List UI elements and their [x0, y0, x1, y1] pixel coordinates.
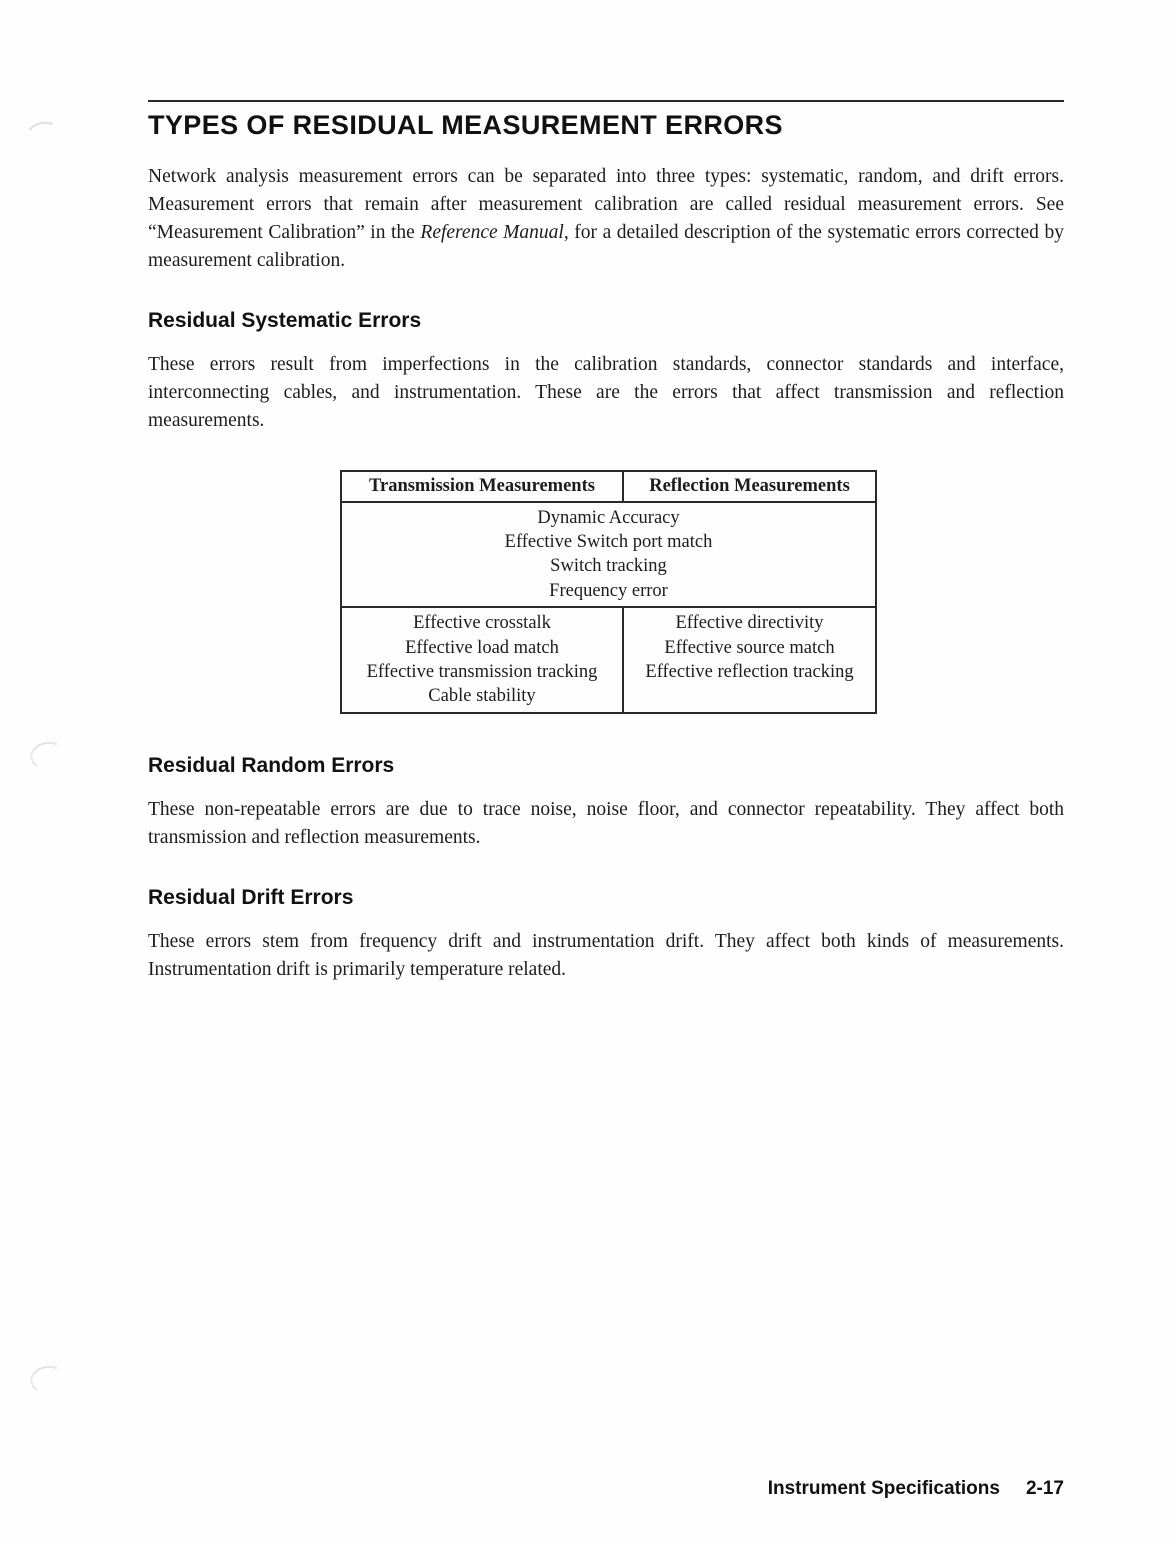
intro-text-1: Network analysis measurement errors can be separated into three types: systematic, random, and drift errors. Measurement errors that remain after measurement calibration are called residual measurement errors. See “Measurement Calibration” in the [148, 166, 1064, 244]
drift-paragraph: These errors stem from frequency drift and instrumentation drift. They affect both kinds of measurements. Instrumentation drift is primarily temperature related. [148, 930, 1064, 981]
reference-manual-italic: Reference Manual [420, 222, 564, 244]
random-paragraph: These non-repeatable errors are due to trace noise, noise floor, and connector repeatability. They affect both transmission and reflection measurements. [148, 798, 1064, 848]
table-line: Effective Switch port match [504, 531, 713, 552]
page-title: TYPES OF RESIDUAL MEASUREMENT ERRORS [148, 110, 783, 140]
table-line: Effective source match [664, 637, 835, 658]
intro-text-2: , for a detailed description of the systematic errors corrected by measurement calibration. [148, 222, 1064, 272]
systematic-paragraph: These errors result from imperfections in the calibration standards, connector standards and interface, interconnecting cables, and instrumentation. These are the errors that affect transmission and reflection measurements. [148, 354, 1064, 432]
systematic-errors-table [340, 470, 877, 714]
table-line: Dynamic Accuracy [537, 507, 680, 528]
footer-label: Instrument Specifications [767, 1478, 1000, 1499]
section-heading-random: Residual Random Errors [148, 753, 395, 777]
reflection-errors-cell [623, 607, 876, 713]
table-header-transmission: Transmission Measurements [341, 471, 623, 502]
table-split-row [341, 607, 876, 713]
table-line: Effective transmission tracking [366, 661, 598, 682]
intro-paragraph [148, 163, 1064, 275]
scan-artifact [27, 1362, 66, 1395]
page-content [148, 100, 1064, 1010]
table-shared-row [341, 502, 876, 608]
table-line: Effective crosstalk [413, 613, 551, 634]
section-heading-drift: Residual Drift Errors [148, 885, 354, 909]
title-rule [148, 100, 1064, 102]
scan-artifact [27, 738, 66, 771]
scan-artifact [23, 118, 62, 151]
section-heading-systematic: Residual Systematic Errors [148, 309, 422, 333]
page-footer [768, 1478, 1064, 1500]
table-line: Frequency error [549, 580, 668, 601]
transmission-errors-cell [341, 607, 623, 713]
table-line: Cable stability [428, 686, 536, 707]
footer-page-number: 2-17 [1025, 1478, 1064, 1499]
table-header-reflection: Reflection Measurements [623, 471, 876, 502]
table-line: Switch tracking [550, 556, 667, 577]
systematic-errors-table-wrap [340, 470, 1064, 714]
table-line: Effective reflection tracking [645, 661, 854, 682]
table-header-row [341, 471, 876, 502]
shared-errors-cell [341, 502, 876, 608]
table-line: Effective load match [405, 637, 559, 658]
table-line: Effective directivity [675, 613, 824, 634]
